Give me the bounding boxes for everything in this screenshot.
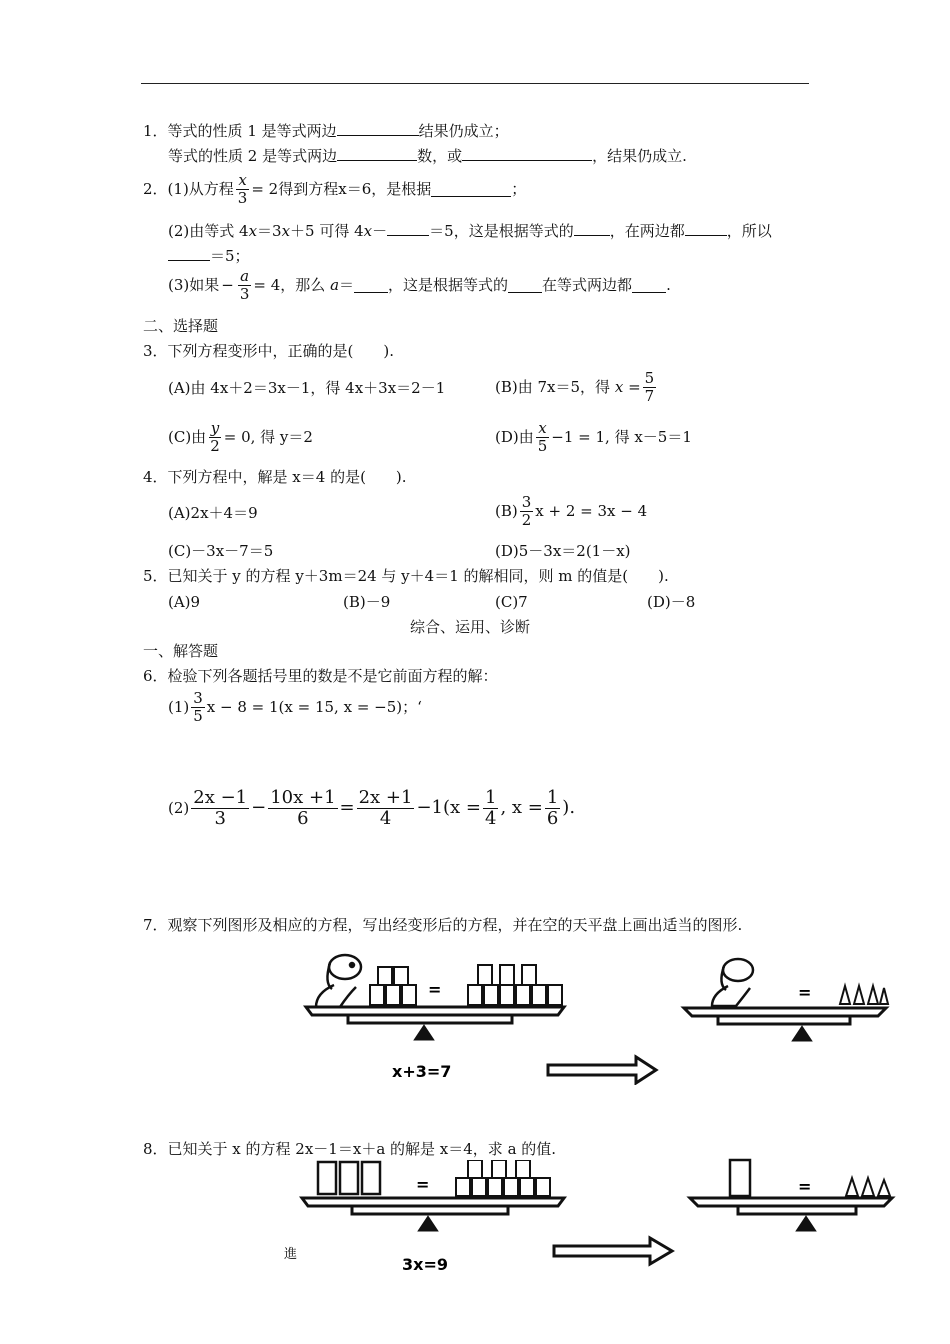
q2-blank-5[interactable]	[168, 246, 210, 261]
q6-p2-label: (2)	[168, 798, 190, 817]
q2-p3-eq: = 4	[253, 275, 281, 294]
q2-p1-text-b: 得到方程	[278, 179, 339, 198]
q3-b-den: 7	[644, 386, 655, 405]
q2-p3-e: 在等式两边都	[542, 275, 633, 294]
q2-blank-8[interactable]	[632, 278, 666, 293]
q8-equals-right: =	[798, 1177, 812, 1196]
q3-option-b[interactable]: (B)由 7x＝5，得 x = $\frac{5}{7}$	[495, 369, 655, 405]
q2-p3-a: (3)如果	[168, 275, 220, 294]
q7-balance-right	[680, 952, 890, 1062]
q6-f4-den: 4	[484, 807, 497, 829]
q2-p1-text-c: x＝6，是根据	[338, 179, 432, 198]
q1-text-d: 数，或	[417, 147, 463, 165]
q2-p2-g: ，所以	[726, 222, 772, 240]
balance-beam-3	[302, 1198, 564, 1230]
q2-p3-fraction	[238, 268, 252, 302]
q2-p2-a: (2)由等式 4	[168, 222, 249, 240]
q6-f5-num: 1	[546, 787, 559, 808]
q4-b-text-b: x + 2 = 3x − 4	[535, 501, 648, 520]
balance-beam	[306, 1007, 564, 1039]
weight-1-icon	[370, 967, 416, 1005]
q3-d-text: (D)由	[495, 427, 534, 446]
q2-p2-h: ＝5；	[210, 247, 250, 265]
q4-option-a[interactable]: (A)2x＋4＝9	[168, 504, 258, 522]
arrow-right-icon	[548, 1057, 656, 1083]
dog-icon-2	[712, 959, 753, 1006]
q3-option-d[interactable]	[495, 420, 692, 454]
q6-f2	[268, 788, 337, 829]
q5-option-b[interactable]: (B)－9	[343, 593, 391, 611]
q6-f4	[483, 788, 498, 829]
q6-f3	[357, 788, 415, 829]
q6-op1: −	[251, 797, 267, 819]
q4-stem: 4．下列方程中，解是 x＝4 的是( ).	[143, 468, 407, 486]
q2-p3-den: 3	[239, 284, 250, 303]
section-heading-comprehensive: 综合、运用、诊断	[410, 618, 531, 636]
q6-p1-den: 5	[193, 706, 203, 725]
q2-number: 2．	[143, 179, 168, 198]
q2-blank-4[interactable]	[685, 221, 727, 236]
q3-d-fraction	[536, 420, 550, 454]
q6-f1	[191, 788, 249, 829]
q4-b-fraction	[520, 494, 534, 528]
q3-stem: 3．下列方程变形中，正确的是( ).	[143, 342, 395, 360]
q3-b-num: 5	[644, 369, 655, 387]
q2-p3-f: .	[666, 275, 671, 294]
q6-op2: =	[339, 797, 355, 819]
header-rule	[141, 83, 809, 84]
arrow-right-icon-2	[554, 1238, 672, 1264]
q3-c-fraction	[208, 420, 222, 454]
q8-stem: 8．已知关于 x 的方程 2x－1＝x＋a 的解是 x＝4，求 a 的值.	[143, 1140, 557, 1158]
q2-part2-cont	[168, 246, 250, 264]
q1-text-a: 等式的性质 1 是等式两边	[167, 122, 337, 140]
q6-mid: −1(x =	[416, 797, 481, 819]
section-choice-title: 二、选择题	[143, 317, 219, 335]
q2-p1-num: x	[238, 171, 247, 189]
handwritten-mark: 進	[284, 1247, 298, 1262]
q2-p1-den: 3	[237, 188, 248, 207]
q8-balance-left	[296, 1160, 686, 1275]
q1-line2	[168, 146, 687, 164]
q6-f3-num: 2x +1	[358, 787, 413, 808]
q1-blank-3[interactable]	[462, 146, 592, 161]
q6-f3-den: 4	[379, 807, 392, 829]
q2-p2-e: ＝5，这是根据等式的	[429, 222, 574, 240]
q2-part3: (3)如果 − $\frac{a}{3}$ = 4 ，那么 a ＝ ，这是根据等式的 在等式两边都 .	[168, 267, 671, 303]
q8-equation-label: 3x=9	[402, 1255, 448, 1274]
q8-balance-right	[686, 1154, 896, 1244]
q4-option-c[interactable]: (C)－3x－7＝5	[168, 542, 274, 560]
q6-stem: 6．检验下列各题括号里的数是不是它前面方程的解：	[143, 667, 498, 685]
section-answer-title: 一、解答题	[143, 642, 219, 660]
q5-option-d[interactable]: (D)－8	[647, 593, 696, 611]
q5-option-c[interactable]: (C)7	[495, 593, 528, 611]
q2-p3-num: a	[240, 267, 250, 285]
q4-option-b[interactable]	[495, 494, 647, 528]
q2-p2-b: ＝3	[257, 222, 282, 240]
q6-f5	[545, 788, 560, 829]
q3-d-den: 5	[537, 436, 548, 455]
q2-p1-eq: = 2	[251, 179, 279, 198]
q6-part1	[168, 690, 422, 724]
q1-blank-2[interactable]	[337, 146, 417, 161]
q6-p1-fraction	[191, 690, 205, 724]
q1-text-b: 结果仍成立；	[418, 122, 509, 140]
q2-p2-f: ，在两边都	[609, 222, 685, 240]
q6-f4-num: 1	[484, 787, 497, 808]
q1-number: 1．	[143, 122, 168, 140]
q3-d-num: x	[538, 419, 547, 437]
q2-blank-1[interactable]	[431, 182, 511, 197]
q2-p3-d: ，这是根据等式的	[388, 275, 509, 294]
q6-p1-label: (1)	[168, 697, 190, 716]
q7-equals-right: =	[798, 983, 812, 1002]
q1-text-e: ，结果仍成立.	[592, 147, 687, 165]
balance-beam-4	[690, 1198, 892, 1230]
weights-nine-icon	[456, 1160, 550, 1196]
q3-b-text: (B)由 7x＝5，得	[495, 377, 611, 396]
q2-blank-2[interactable]	[387, 221, 429, 236]
q5-option-a[interactable]: (A)9	[168, 593, 201, 611]
q2-p3-b: ，那么	[280, 275, 326, 294]
box-x-icon	[318, 1162, 380, 1194]
q4-b-num: 3	[521, 493, 532, 511]
q3-option-c[interactable]	[168, 420, 313, 454]
box-x-icon-2	[730, 1160, 750, 1196]
q6-comma: , x =	[500, 797, 543, 819]
q3-c-den: 2	[210, 436, 220, 455]
q2-p2-c: ＋5 可得 4	[290, 222, 364, 240]
q2-blank-6[interactable]	[354, 278, 388, 293]
q3-c-text-b: = 0, 得 y＝2	[223, 427, 313, 446]
weights-right-icon	[468, 965, 562, 1005]
q6-p1-eq: x − 8 = 1(x = 15, x = −5)；‘	[206, 697, 422, 716]
q6-part2	[168, 788, 575, 829]
weights-small-icon	[840, 986, 888, 1004]
q1-line1	[143, 121, 509, 139]
q2-blank-7[interactable]	[508, 278, 542, 293]
q3-d-text-b: −1 = 1, 得 x－5＝1	[551, 427, 692, 446]
balance-beam-2	[684, 1008, 886, 1040]
q2-p1-fraction	[236, 172, 250, 206]
q3-option-a[interactable]: (A)由 4x＋2＝3x－1，得 4x＋3x＝2－1	[168, 379, 446, 397]
q2-p2-d: －	[372, 222, 388, 240]
q6-f5-den: 6	[546, 807, 559, 829]
q6-f2-den: 6	[297, 807, 309, 829]
q2-part2: (2)由等式 4x＝3x＋5 可得 4x－ ＝5，这是根据等式的 ，在两边都 ，所以	[168, 222, 772, 240]
q6-end: ).	[562, 797, 576, 819]
dog-icon	[316, 955, 361, 1007]
q4-b-den: 2	[521, 510, 532, 529]
q5-stem: 5．已知关于 y 的方程 y＋3m＝24 与 y＋4＝1 的解相同，则 m 的值是( ).	[143, 567, 669, 585]
q6-p1-num: 3	[193, 689, 203, 707]
q8-equals-left: =	[416, 1175, 430, 1194]
q4-b-text: (B)	[495, 501, 518, 520]
q3-c-num: y	[210, 419, 220, 437]
q2-blank-3[interactable]	[574, 221, 610, 236]
q6-f2-num: 10x +1	[270, 787, 336, 808]
q7-equation-label: x+3=7	[392, 1062, 452, 1081]
q4-option-d[interactable]: (D)5－3x＝2(1－x)	[495, 542, 631, 560]
q7-stem: 7．观察下列图形及相应的方程，写出经变形后的方程，并在空的天平盘上画出适当的图形.	[143, 916, 743, 934]
q2-p1-text: (1)从方程	[167, 179, 234, 198]
weights-three-icon	[846, 1178, 890, 1196]
q2-p3-c: ＝	[339, 275, 355, 294]
q7-balance-left	[300, 945, 680, 1085]
q3-c-text: (C)由	[168, 427, 207, 446]
q6-f1-den: 3	[214, 807, 226, 829]
q6-f1-num: 2x −1	[193, 787, 248, 808]
q2-part1	[143, 172, 526, 206]
q1-blank-1[interactable]	[337, 121, 419, 136]
q1-text-c: 等式的性质 2 是等式两边	[168, 147, 338, 165]
q7-equals-left: =	[428, 980, 442, 999]
q3-b-fraction	[643, 370, 657, 404]
q2-p1-text-d: ；	[511, 179, 527, 198]
